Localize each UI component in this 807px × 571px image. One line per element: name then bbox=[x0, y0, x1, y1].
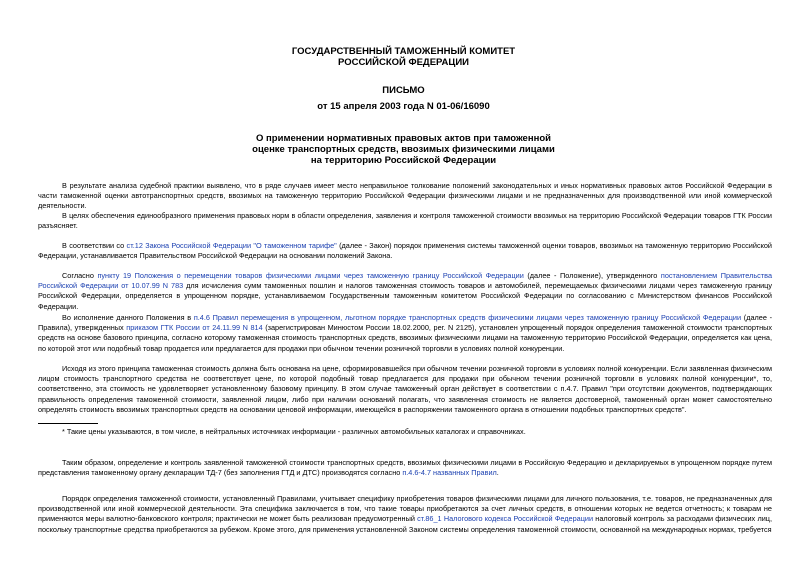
document-title bbox=[0, 133, 807, 166]
tax-code-link[interactable]: ст.86_1 Налогового кодекса Российской Федерации bbox=[417, 514, 594, 524]
law-customs-tariff-link[interactable]: ст.12 Закона Российской Федерации "О таможенном тарифе" bbox=[126, 241, 337, 250]
org-name-line1: ГОСУДАРСТВЕННЫЙ ТАМОЖЕННЫЙ КОМИТЕТ bbox=[291, 46, 516, 57]
paragraph-6-text: Исходя из этого принципа таможенная стоимость должна быть основана на цене, сформировавшейся при обычном течении розничной торговли в условиях полной конкуренции. Если заявленная физическим лицом стоимость транспортного средства не соответствует цене, по которой подобный товар предлагается для продажи при обычном течении розничной торговли в условиях полной конкуренции*, то, соответственно, эта стоимость не удовлетворяет установленному базовому принципу. В этом случае таможенный орган действует в соответствии с п.4.7. Правил "при отсутствии документов, подтверждающих правильность определения таможенной стоимости, заявленной лицом, либо при наличии оснований полагать, что заявленная стоимость не является достоверной, таможенный орган может самостоятельно определять стоимость ввозимых транспортных средств на основании ценовой информации, имеющейся в распоряжении таможенного органа в отношении подобных транспортных средств". bbox=[38, 364, 772, 414]
paragraph-4 bbox=[38, 271, 772, 312]
title-line3: на территорию Российской Федерации bbox=[310, 155, 497, 166]
org-name-line2: РОССИЙСКОЙ ФЕДЕРАЦИИ bbox=[337, 57, 469, 68]
paragraph-1-text: В результате анализа судебной практики выявлено, что в ряде случаев имеет место неправильное толкование положений законодательных и иных нормативных правовых актов Российской Федерации в части таможенной оценки автотранспортных средств, ввозимых на таможенную территорию Российской Федерации физическими лицами и не предназначенных для производственной или иной коммерческой деятельности. bbox=[38, 181, 772, 211]
footnote bbox=[38, 427, 772, 437]
paragraph-2-text: В целях обеспечения единообразного применения правовых норм в области определения, заявления и контроля таможенной стоимости ввозимых на территорию Российской Федерации товаров ГТК России разъясняет. bbox=[38, 211, 772, 231]
paragraph-4-part-b: (далее - Положение), утвержденного bbox=[523, 271, 661, 280]
paragraph-5-text bbox=[38, 313, 772, 354]
paragraph-3-part-a: В соответствии со bbox=[62, 241, 127, 250]
government-decree-link[interactable]: постановлением Правительства Российской Федерации от 10.07.99 N 783 bbox=[38, 271, 772, 291]
paragraph-2 bbox=[38, 211, 772, 231]
document-date-number: от 15 апреля 2003 года N 01-06/16090 bbox=[317, 101, 490, 112]
paragraph-7 bbox=[38, 458, 772, 478]
regulation-point-19-link[interactable]: пункту 19 Положения о перемещении товаров физическими лицами через таможенную границу Российской Федерации bbox=[97, 271, 524, 280]
paragraph-6 bbox=[38, 364, 772, 415]
paragraph-5-part-a: Во исполнение данного Положения в bbox=[62, 313, 194, 322]
paragraph-4-part-c: для исчисления сумм таможенных пошлин и налогов таможенная стоимость товаров и автомобилей, перемещаемых физическими лицами через таможенную границу Российской Федерации, определяется в упрощенном порядке, устанавливаемом Государственным таможенным комитетом Российской Федерации по согласованию с Министерством финансов Российской Федерации. bbox=[38, 281, 772, 311]
organization-header bbox=[0, 46, 807, 68]
paragraph-1 bbox=[38, 181, 772, 212]
paragraph-8-part-a: Порядок определения таможенной стоимости, установленный Правилами, учитывает специфику приобретения товаров физическими лицами для личного пользования, т.е. товаров, не предназначенных для производственной или иной коммерческой деятельности. Эта специфика заключается в том, что такие товары приобретаются за счет личных средств, в отношении которых не ведется отчетность; к товарам не применяются меры валютно-банковского контроля; практически не может быть реализован предусмотренный bbox=[38, 494, 772, 524]
footnote-divider bbox=[38, 423, 98, 424]
paragraph-3 bbox=[38, 241, 772, 261]
paragraph-8 bbox=[38, 494, 772, 535]
footnote-text: * Такие цены указываются, в том числе, в нейтральных источниках информации - различных автомобильных каталогах и справочниках. bbox=[62, 427, 526, 436]
document-type: ПИСЬМО bbox=[382, 85, 425, 96]
paragraph-5 bbox=[38, 313, 772, 354]
paragraph-5-part-b: (далее - Правила), утвержденных bbox=[38, 313, 773, 333]
paragraph-8-part-b: налоговый контроль за расходами физических лиц, поскольку транспортные средства приобретаются за рубежом. Кроме этого, для применения установленной Законом системы определения таможенной стоимости, основанной на международных нормах, требуется bbox=[38, 514, 772, 534]
title-line1: О применении нормативных правовых актов при таможенной bbox=[256, 133, 551, 144]
paragraph-7-part-a: Таким образом, определение и контроль заявленной таможенной стоимости транспортных средств, ввозимых физическими лицами в Российскую Федерацию и декларируемых в упрощенном порядке путем представления таможенному органу декларации ТД-7 (без заполнения ГТД и ДТС) производятся согласно bbox=[38, 458, 772, 478]
rules-point-4-6-link[interactable]: п.4.6 Правил перемещения в упрощенном, льготном порядке транспортных средств физическими лицами через таможенную границу Российской Федерации bbox=[193, 313, 742, 322]
paragraph-4-part-a: Согласно bbox=[62, 271, 98, 280]
customs-order-link[interactable]: приказом ГТК России от 24.11.99 N 814 bbox=[126, 323, 263, 333]
paragraph-7-part-b: . bbox=[496, 468, 499, 478]
rules-points-4-6-4-7-link[interactable]: п.4.6-4.7 названных Правил bbox=[402, 468, 497, 478]
paragraph-5-part-c: (зарегистрирован Минюстом России 18.02.2000, рег. N 2125), установлен упрощенный порядок определения таможенной стоимости транспортных средств на основе базового принципа, согласно которому таможенная стоимость транспортных средств, ввозимых физическими лицами на таможенную территорию Российской Федерации, определяется как цена, по которой этот или подобный товар продается или предлагается для продажи при обычном течении розничной торговли в условиях полной конкуренции. bbox=[38, 323, 772, 353]
paragraph-4-text bbox=[38, 271, 772, 312]
paragraph-8-text bbox=[38, 494, 772, 535]
title-line2: оценке транспортных средств, ввозимых физическими лицами bbox=[252, 144, 555, 155]
paragraph-3-text bbox=[38, 241, 772, 261]
paragraph-3-part-b: (далее - Закон) порядок применения системы таможенной оценки товаров, ввозимых на таможенную территорию Российской Федерации, устанавливается Правительством Российской Федерации на основании положений Закона. bbox=[38, 241, 773, 261]
paragraph-7-text bbox=[38, 458, 772, 478]
